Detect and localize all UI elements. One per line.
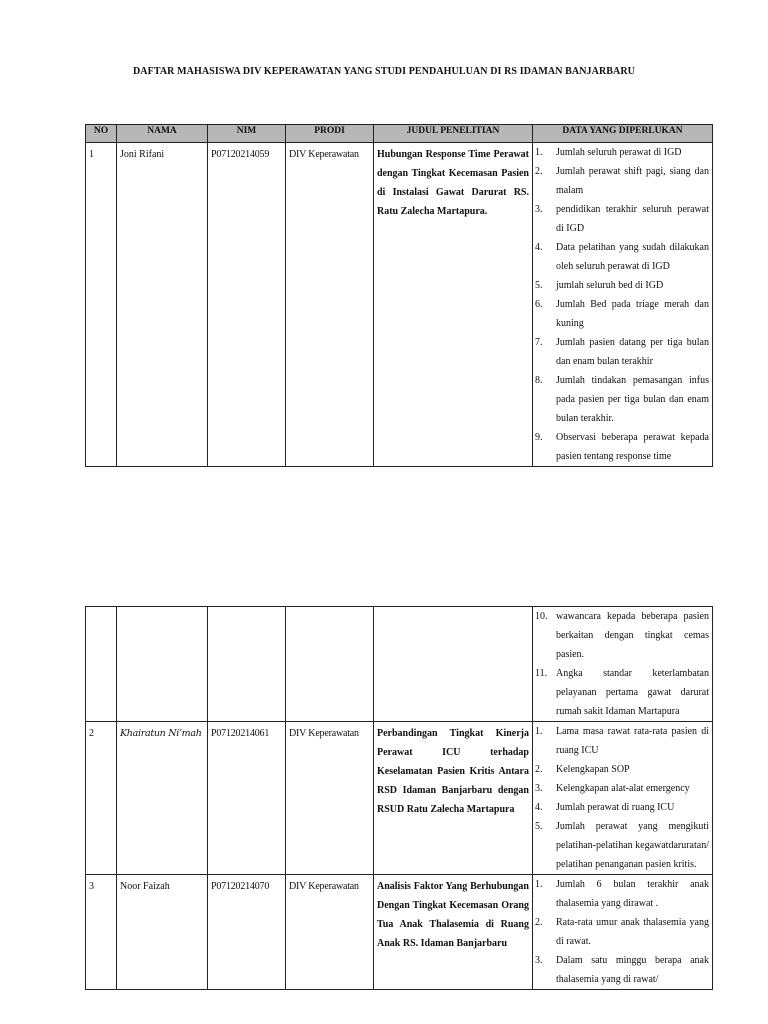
cell-data-required (533, 875, 713, 990)
list-item (535, 722, 709, 760)
list-item-text: Kelengkapan SOP (556, 764, 630, 775)
list-item-text: Jumlah perawat di ruang ICU (556, 802, 675, 813)
list-item-number: 1. (535, 147, 543, 158)
list-item-text: Lama masa rawat rata-rata pasien di ruang ICU (556, 726, 709, 756)
list-item-number: 3. (535, 783, 543, 794)
list-item (535, 798, 709, 817)
cell-no (86, 607, 117, 722)
table-row (86, 607, 713, 722)
list-item-number: 10. (535, 611, 548, 622)
table-row (86, 875, 713, 990)
list-item-number: 3. (535, 955, 543, 966)
list-item-text: Jumlah seluruh perawat di IGD (556, 147, 682, 158)
list-item-number: 3. (535, 204, 543, 215)
list-item-text: Jumlah pasien datang per tiga bulan dan enam bulan terakhir (556, 337, 709, 367)
list-item-number: 8. (535, 375, 543, 386)
header-nama: NAMA (117, 125, 208, 143)
data-list (535, 875, 709, 989)
list-item-text: Jumlah 6 bulan terakhir anak thalasemia yang dirawat . (556, 879, 709, 909)
list-item (535, 276, 709, 295)
cell-no: 1 (86, 143, 117, 467)
cell-no: 3 (86, 875, 117, 990)
list-item (535, 371, 709, 428)
cell-nama: Noor Faizah (117, 875, 208, 990)
list-item-number: 1. (535, 879, 543, 890)
header-no: NO (86, 125, 117, 143)
list-item-number: 9. (535, 432, 543, 443)
list-item-text: jumlah seluruh bed di IGD (556, 280, 664, 291)
list-item-number: 2. (535, 166, 543, 177)
cell-judul: Hubungan Response Time Perawat dengan Tingkat Kecemasan Pasien di Instalasi Gawat Darurat RS. Ratu Zalecha Martapura. (374, 143, 533, 467)
list-item-number: 4. (535, 242, 543, 253)
list-item (535, 760, 709, 779)
list-item (535, 607, 709, 664)
list-item-number: 1. (535, 726, 543, 737)
cell-nama (117, 607, 208, 722)
list-item-number: 6. (535, 299, 543, 310)
list-item-text: Data pelatihan yang sudah dilakukan oleh seluruh perawat di IGD (556, 242, 709, 272)
table-row (86, 722, 713, 875)
student-table-page-2 (85, 606, 713, 990)
data-list (535, 722, 709, 874)
data-list (535, 143, 709, 466)
list-item (535, 951, 709, 989)
cell-judul (374, 607, 533, 722)
cell-nim: P07120214070 (208, 875, 286, 990)
cell-prodi: DIV Keperawatan (286, 722, 374, 875)
list-item-text: wawancara kepada beberapa pasien berkaitan dengan tingkat cemas pasien. (556, 611, 709, 660)
list-item-text: pendidikan terakhir seluruh perawat di IGD (556, 204, 709, 234)
list-item (535, 333, 709, 371)
list-item (535, 238, 709, 276)
list-item (535, 428, 709, 466)
list-item (535, 875, 709, 913)
list-item-text: Rata-rata umur anak thalasemia yang di rawat. (556, 917, 709, 947)
list-item (535, 779, 709, 798)
cell-nama: Khairatun Ni’mah (117, 722, 208, 875)
student-table-page-1 (85, 124, 713, 467)
cell-prodi (286, 607, 374, 722)
list-item-text: Jumlah tindakan pemasangan infus pada pasien per tiga bulan dan enam bulan terakhir. (556, 375, 709, 424)
list-item-number: 2. (535, 917, 543, 928)
cell-nim (208, 607, 286, 722)
header-data: DATA YANG DIPERLUKAN (533, 125, 713, 143)
list-item-text: Angka standar keterlambatan pelayanan pertama gawat darurat rumah sakit Idaman Martapura (556, 668, 709, 717)
cell-judul: Perbandingan Tingkat Kinerja Perawat ICU terhadap Keselamatan Pasien Kritis Antara RSD Idaman Banjarbaru dengan RSUD Ratu Zalecha Martapura (374, 722, 533, 875)
list-item-number: 5. (535, 280, 543, 291)
cell-data-required (533, 143, 713, 467)
table-row (86, 143, 713, 467)
list-item-text: Jumlah perawat shift pagi, siang dan malam (556, 166, 709, 196)
list-item-number: 11. (535, 668, 548, 679)
list-item-number: 5. (535, 821, 543, 832)
list-item (535, 162, 709, 200)
cell-nim: P07120214061 (208, 722, 286, 875)
list-item-number: 4. (535, 802, 543, 813)
list-item-text: Dalam satu minggu berapa anak thalasemia yang di rawat/ (556, 955, 709, 985)
cell-data-required (533, 722, 713, 875)
list-item (535, 143, 709, 162)
cell-prodi: DIV Keperawatan (286, 875, 374, 990)
list-item-number: 7. (535, 337, 543, 348)
cell-judul: Analisis Faktor Yang Berhubungan Dengan Tingkat Kecemasan Orang Tua Anak Thalasemia di Ruang Anak RS. Idaman Banjarbaru (374, 875, 533, 990)
header-prodi: PRODI (286, 125, 374, 143)
cell-no: 2 (86, 722, 117, 875)
list-item (535, 200, 709, 238)
header-judul: JUDUL PENELITIAN (374, 125, 533, 143)
list-item-text: Jumlah perawat yang mengikuti pelatihan-pelatihan kegawatdaruratan/ pelatihan penanganan pasien kritis. (556, 821, 709, 870)
list-item-number: 2. (535, 764, 543, 775)
table-header-row (86, 125, 713, 143)
list-item-text: Observasi beberapa perawat kepada pasien tentang response time (556, 432, 709, 462)
list-item (535, 817, 709, 874)
list-item (535, 913, 709, 951)
list-item (535, 295, 709, 333)
cell-nama: Joni Rifani (117, 143, 208, 467)
header-nim: NIM (208, 125, 286, 143)
list-item (535, 664, 709, 721)
list-item-text: Jumlah Bed pada triage merah dan kuning (556, 299, 709, 329)
cell-prodi: DIV Keperawatan (286, 143, 374, 467)
cell-nim: P07120214059 (208, 143, 286, 467)
list-item-text: Kelengkapan alat-alat emergency (556, 783, 690, 794)
cell-data-required (533, 607, 713, 722)
data-list (535, 607, 709, 721)
document-title: DAFTAR MAHASISWA DIV KEPERAWATAN YANG STUDI PENDAHULUAN DI RS IDAMAN BANJARBARU (132, 66, 636, 77)
